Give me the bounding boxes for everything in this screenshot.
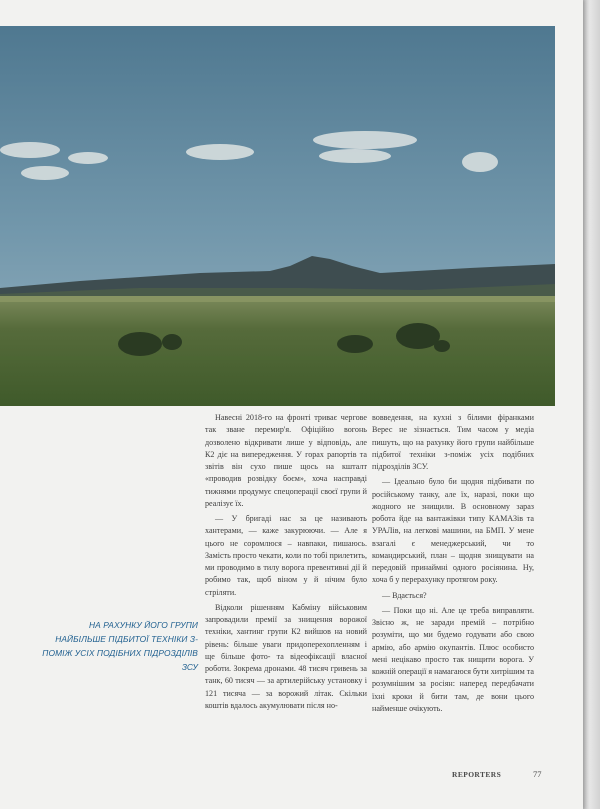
paragraph: — Ідеально було би щодня підбивати по російському танку, але їх, наразі, поки що жодного не знищили. В основному зараз робота йде на вантажівки типу КАМАЗів та УРАЛів, на легкові машини, на БМП. У мене взагалі є менеджерський, чи то командирський, план – щодня знищувати на передовій принаймні одного росіянина. Ну, хоча б у перерахунку протягом року. xyxy=(372,477,534,585)
pull-quote: НА РАХУНКУ ЙОГО ГРУПИ НАЙБІЛЬШЕ ПІДБИТОЇ ТЕХНІКИ З-ПОМІЖ УСІХ ПОДІБНИХ ПІДРОЗДІЛІВ ЗСУ xyxy=(42,620,198,672)
paragraph: вовведення, на кухні з білими фіранками Верес не зізнається. Тим часом у медіа пишуть, що на рахунку його групи найбільше підбитої техніки з-поміж усіх подібних підрозділів ЗСУ. xyxy=(372,413,534,471)
paragraph: Навесні 2018-го на фронті триває чергове так зване перемир'я. Офіційно вогонь дозволено відкривати лише у відповідь, але К2 діє на випередження. У горах рапортів та звітів він сухо пише щось на кшталт «проводив розвідку боєм», хоча насправді тижнями продумує спецоперації своєї групи й реалізує їх. xyxy=(205,413,367,508)
paragraph: — У бригаді нас за це називають хантерами, — каже закурюючи. — Але я цього не соромлюся – навпаки, пишаюсь. Замість просто чекати, коли по тобі прилетить, ми проводимо в тилу ворога превентивні дії й робимо так, щоб віном у й нічим було стріляти. xyxy=(205,514,367,597)
text-column-left xyxy=(205,412,367,712)
paragraph: Відколи рішенням Кабміну військовим запровадили премії за знищення ворожої техніки, хантинг групи К2 вийшов на новий рівень: більше уваги придоперехопленням і ще більше фото- та відеофіксації власної роботи. Зокрема дронами. 48 тисяч гривень за танк, 60 тисяч — за артилерійську установку і 121 тисяча — за ворожий літак. Скільки коштів вдалось акумулювати після но- xyxy=(205,602,367,710)
text-column-right xyxy=(372,412,534,715)
landscape-photo xyxy=(0,26,555,406)
paragraph: — Поки що ні. Але це треба виправляти. Звісно ж, не заради премій – потрібно розуміти, що ми будемо годувати або свою армію, або армію окупантів. Плюс особисто мені нецікаво просто так нищити ворога. У кожній операції я намагаюся бути хитрішим та розумнішим за росіян: наперед передбачати їхні кроки й бити там, де вони цього найменше очікують. xyxy=(372,605,534,713)
page-number: 77 xyxy=(533,769,542,779)
page-edge xyxy=(583,0,600,809)
magazine-brand: REPORTERS xyxy=(452,770,502,779)
paragraph: — Вдається? xyxy=(382,590,427,600)
